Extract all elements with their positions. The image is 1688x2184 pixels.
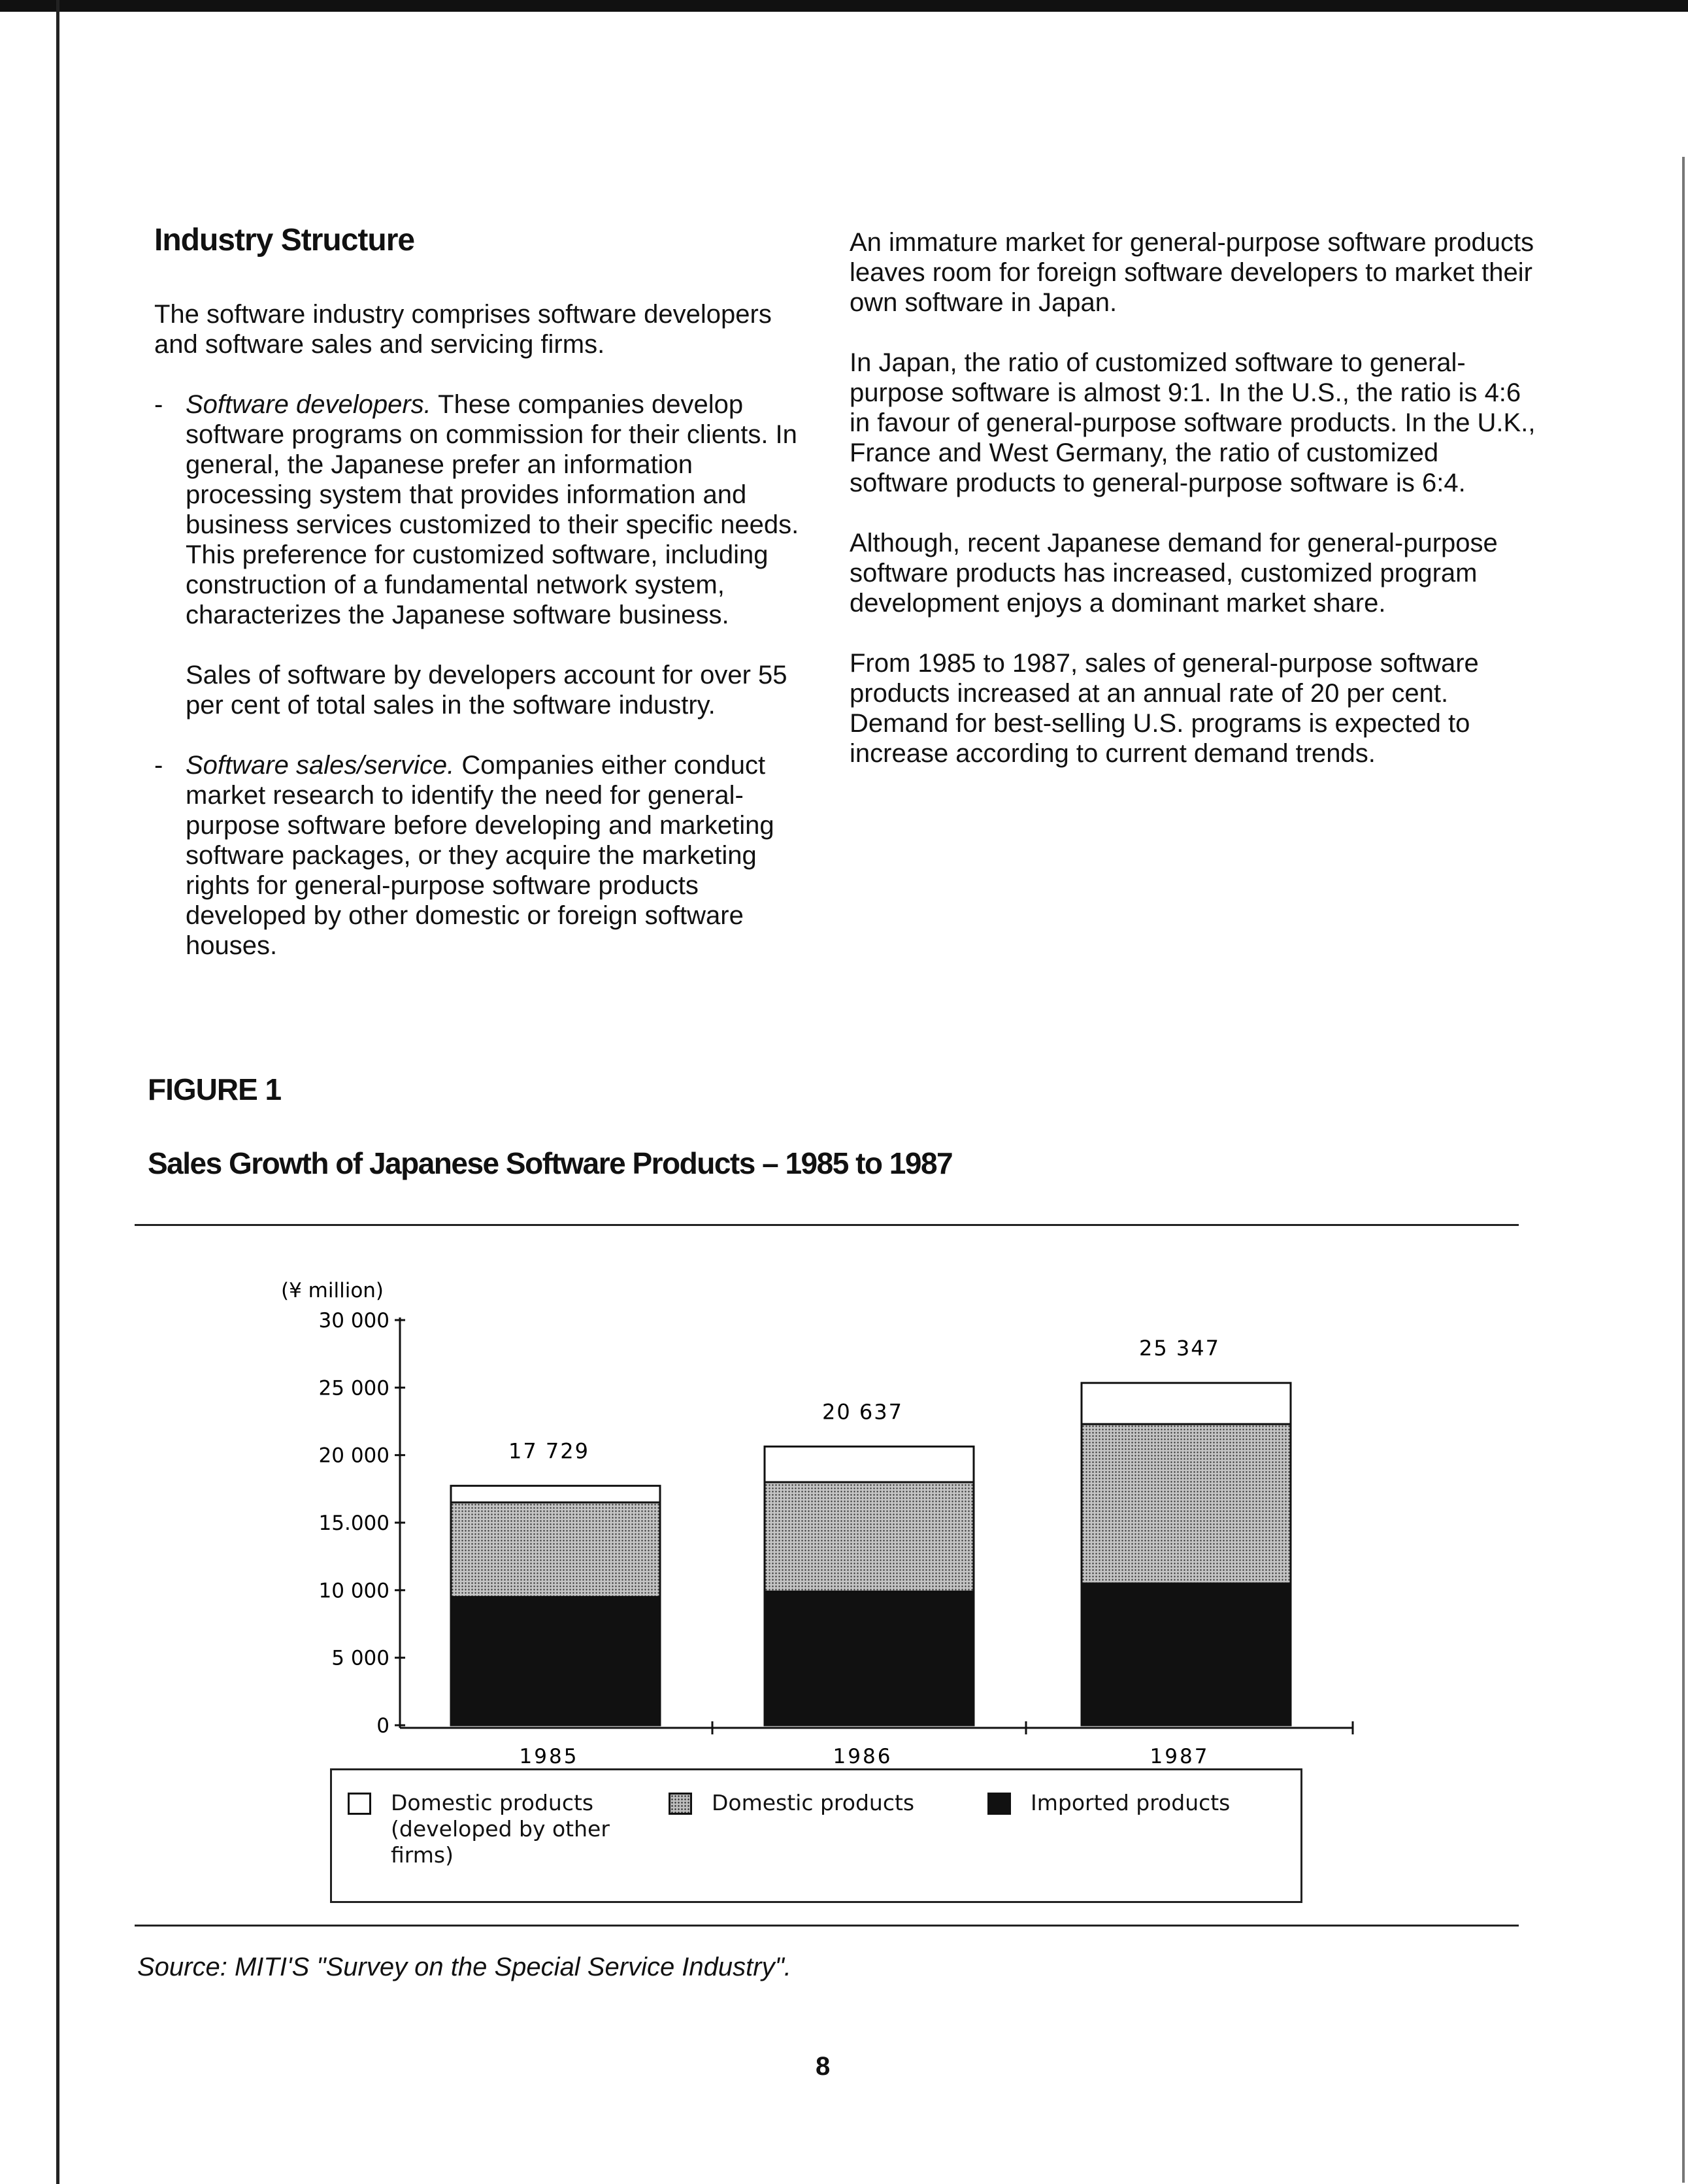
bar-segment-imported <box>451 1597 660 1725</box>
bullet-text: Companies either conduct market research to identify the need for general-purpose software before developing and marketing software packages, or they acquire the marketing rights for general-purpose software products developed by other domestic or foreign software houses. <box>186 751 774 960</box>
source-note: Source: MITI'S "Survey on the Special Service Industry". <box>137 1953 791 1981</box>
bar-segment-imported <box>765 1591 974 1725</box>
figure-label: FIGURE 1 <box>148 1072 282 1106</box>
y-axis-label: (¥ million) <box>281 1279 384 1302</box>
page-number: 8 <box>816 2052 831 2081</box>
y-tick-label: 30 000 <box>318 1309 389 1332</box>
legend-label: Domestic products <box>712 1790 915 1815</box>
x-tick-label: 1985 <box>519 1745 579 1768</box>
stacked-bar-chart <box>255 1268 1379 1778</box>
bar-segment-imported <box>1082 1583 1291 1725</box>
bar-segment-domestic <box>765 1482 974 1591</box>
bullet-dash: - <box>154 390 163 419</box>
y-tick-label: 10 000 <box>318 1579 389 1603</box>
legend-item-domestic-other-firms <box>348 1790 610 1868</box>
bar-total-label: 20 637 <box>822 1399 903 1425</box>
y-tick-label: 5 000 <box>331 1646 389 1670</box>
right-paragraph: From 1985 to 1987, sales of general-purpose software products increased at an annual rate of 20 per cent. Demand for best-selling U.S. programs is expected to increase according to current demand trends. <box>850 649 1479 768</box>
right-paragraph: Although, recent Japanese demand for general-purpose software products has increased, customized program development enjoys a dominant market share. <box>850 529 1498 618</box>
bar-segment-domestic-other-firms <box>1082 1383 1291 1424</box>
section-heading: Industry Structure <box>154 223 415 257</box>
bar-segment-domestic-other-firms <box>451 1486 660 1502</box>
figure-title: Sales Growth of Japanese Software Products – 1985 to 1987 <box>148 1146 953 1180</box>
bar-total-label: 17 729 <box>508 1438 589 1464</box>
figure-bottom-rule <box>135 1925 1519 1927</box>
x-tick-label: 1987 <box>1150 1745 1210 1768</box>
legend-item-imported <box>987 1790 1230 1816</box>
bar-segment-domestic-other-firms <box>765 1447 974 1482</box>
right-column <box>850 227 1542 799</box>
legend-swatch-white <box>348 1793 371 1815</box>
bullet-text: These companies develop software programs on commission for their clients. In general, the Japanese prefer an information processing system that provides information and business services customized to their specific needs. This preference for customized software, including construction of a fundamental network system, characterizes the Japanese software business. <box>186 390 799 629</box>
bullet-term: Software developers. <box>186 390 431 419</box>
y-tick-label: 20 000 <box>318 1444 389 1468</box>
figure-top-rule <box>135 1224 1519 1226</box>
bullet-dash: - <box>154 751 163 780</box>
bar-total-label: 25 347 <box>1139 1336 1220 1361</box>
binding-margin-rule <box>56 0 59 2184</box>
y-tick-label: 0 <box>376 1714 389 1738</box>
chart-legend <box>330 1768 1302 1903</box>
legend-item-domestic <box>669 1790 914 1816</box>
y-tick-label: 15.000 <box>318 1512 389 1535</box>
bullet-software-developers <box>154 389 808 630</box>
bar-segment-domestic <box>1082 1424 1291 1583</box>
bullet-software-sales <box>154 750 808 961</box>
bar-segment-domestic <box>451 1502 660 1597</box>
legend-swatch-black <box>987 1793 1011 1815</box>
bullet-term: Software sales/service. <box>186 751 455 780</box>
intro-paragraph: The software industry comprises software developers and software sales and servicing firms. <box>154 300 772 359</box>
page-top-border <box>0 0 1688 12</box>
page-right-edge <box>1682 157 1685 2183</box>
x-tick-label: 1986 <box>833 1745 893 1768</box>
y-tick-label: 25 000 <box>318 1376 389 1400</box>
legend-label: Domestic products (developed by other firms) <box>391 1790 610 1868</box>
left-column <box>154 299 808 961</box>
right-paragraph: An immature market for general-purpose software products leaves room for foreign software developers to market their own software in Japan. <box>850 228 1534 317</box>
right-paragraph: In Japan, the ratio of customized software to general-purpose software is almost 9:1. In the U.S., the ratio is 4:6 in favour of general-purpose software products. In the U.K., France and West Germany, the ratio of customized software products to general-purpose software is 6:4. <box>850 348 1536 497</box>
legend-swatch-dotted <box>669 1793 692 1815</box>
developers-sales-paragraph: Sales of software by developers account for over 55 per cent of total sales in the software industry. <box>186 661 787 720</box>
legend-label: Imported products <box>1031 1790 1231 1815</box>
